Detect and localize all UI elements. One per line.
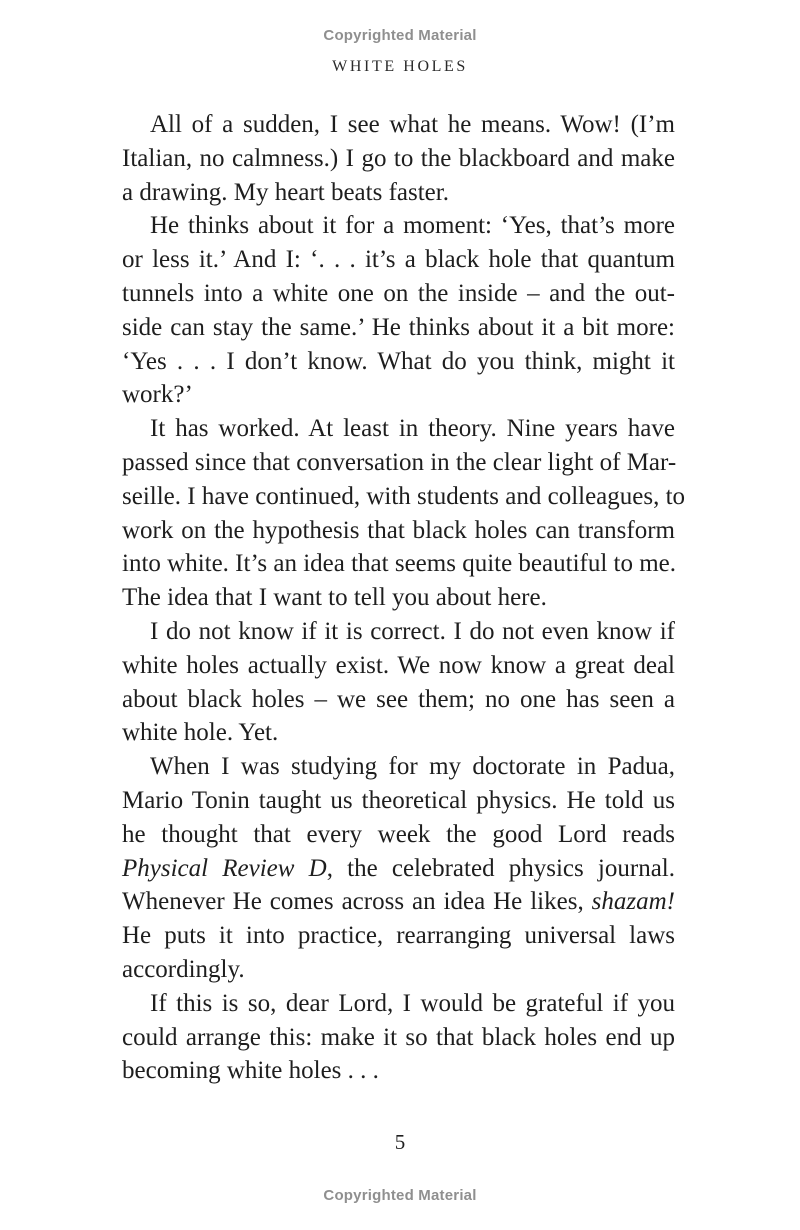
text-line: All of a sudden, I see what he means. Wow! (I’m xyxy=(150,111,675,138)
text-line: I do not know if it is correct. I do not even know if xyxy=(150,617,675,645)
text-line: he thought that every week the good Lord reads xyxy=(122,820,675,848)
text-line: When I was studying for my doctorate in Padua, xyxy=(150,753,675,781)
paragraph-3 xyxy=(94,412,686,615)
text-line: about black holes – we see them; no one has seen a xyxy=(122,685,675,713)
text-line: or less it.’ And I: ‘. . . it’s a black hole that quantum xyxy=(122,246,675,274)
paragraph-4 xyxy=(94,615,675,750)
paragraph-2 xyxy=(94,209,675,412)
text-line: accordingly. xyxy=(122,955,245,983)
text-line: into white. It’s an idea that seems quite beautiful to me. xyxy=(122,550,677,578)
text-line: The idea that I want to tell you about here. xyxy=(122,584,547,612)
text-line: If this is so, dear Lord, I would be grateful if you xyxy=(150,989,675,1017)
paragraph-5 xyxy=(94,750,675,987)
text-line xyxy=(94,885,675,919)
text-line: could arrange this: make it so that black holes end up xyxy=(122,1023,675,1051)
page-number: 5 xyxy=(394,1130,406,1154)
text-line: Italian, no calmness.) I go to the blackboard and make xyxy=(122,144,675,172)
text-line: seille. I have continued, with students and colleagues, to xyxy=(122,482,686,510)
paragraph-6 xyxy=(94,987,675,1088)
text-line: a drawing. My heart beats faster. xyxy=(122,178,449,206)
text-line: work on the hypothesis that black holes can transform xyxy=(122,516,675,544)
text-line: passed since that conversation in the clear light of Mar- xyxy=(122,448,677,476)
text-line: It has worked. At least in theory. Nine years have xyxy=(150,415,675,443)
copyright-watermark-bottom: Copyrighted Material xyxy=(323,1187,477,1204)
text-line: side can stay the same.’ He thinks about it a bit more: xyxy=(122,313,675,341)
text-line: becoming white holes . . . xyxy=(122,1057,379,1085)
emphasis-word: shazam! xyxy=(591,888,675,916)
text-line: white holes actually exist. We now know a great deal xyxy=(122,651,675,679)
text-line: He puts it into practice, rearranging universal laws xyxy=(122,922,675,950)
text-line: He thinks about it for a moment: ‘Yes, that’s more xyxy=(150,212,675,240)
body-text xyxy=(94,108,686,1088)
text-segment: , the celebrated physics journal. xyxy=(326,854,675,882)
copyright-watermark-top: Copyrighted Material xyxy=(323,27,477,44)
journal-title: Physical Review D xyxy=(122,854,327,882)
text-line: white hole. Yet. xyxy=(122,719,279,747)
text-line xyxy=(94,852,675,886)
text-line: ‘Yes . . . I don’t know. What do you think, might it xyxy=(122,347,675,375)
text-line: work?’ xyxy=(122,381,193,409)
running-head: WHITE HOLES xyxy=(332,58,468,75)
text-line: tunnels into a white one on the inside – and the out- xyxy=(122,279,675,307)
text-line: Mario Tonin taught us theoretical physics. He told us xyxy=(122,786,675,814)
text-segment: Whenever He comes across an idea He likes, xyxy=(122,888,584,916)
paragraph-1 xyxy=(94,108,675,209)
